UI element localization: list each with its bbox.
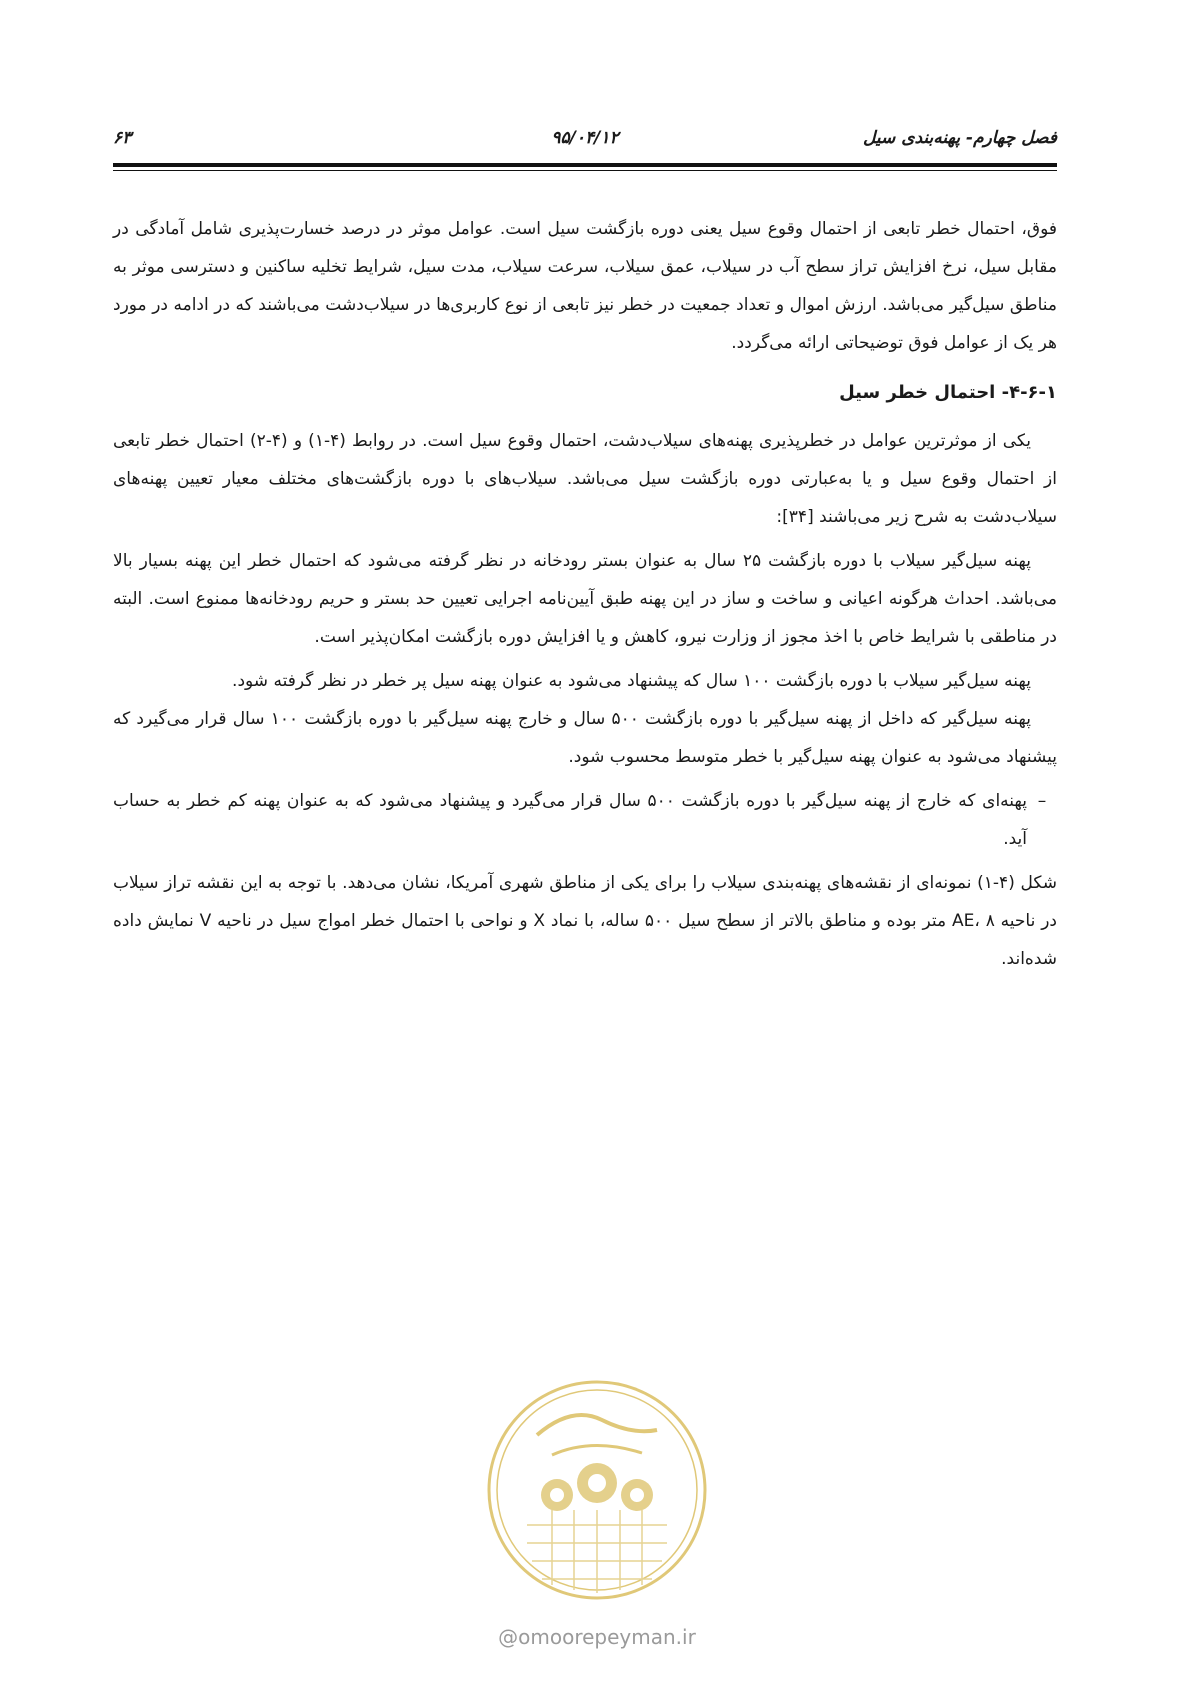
section-heading: ۴-۶-۱- احتمال خطر سیل bbox=[839, 382, 1057, 403]
paragraph: یکی از موثرترین عوامل در خطرپذیری پهنه‌های سیلاب‌دشت، احتمال وقوع سیل است. در روابط (۴-۱) و (۴-۲) احتمال خطر تابعی از احتمال وقوع سیل و یا به‌عبارتی دوره بازگشت سیل می‌باشد. سیلاب‌های با دوره بازگشت‌های مختلف معیار تعیین پهنه‌های سیلاب‌دشت به شرح زیر می‌باشند [۳۴]: bbox=[113, 431, 1057, 527]
paragraph: شکل (۴-۱) نمونه‌ای از نقشه‌های پهنه‌بندی سیلاب را برای یکی از مناطق شهری آمریکا، نشان می‌دهد. با توجه به این نقشه تراز سیلاب در ناحیه AE، ۸ متر بوده و مناطق بالاتر از سطح سیل ۵۰۰ ساله، با نماد X و نواحی با احتمال خطر امواج سیل در ناحیه V نمایش داده شده‌اند. bbox=[113, 873, 1058, 969]
paragraph: پهنه سیل‌گیر سیلاب با دوره بازگشت ۱۰۰ سال که پیشنهاد می‌شود به عنوان پهنه سیل پر خطر در نظر گرفته شود. bbox=[232, 671, 1031, 691]
header-rule-thick bbox=[113, 163, 1057, 167]
paragraph: پهنه سیل‌گیر که داخل از پهنه سیل‌گیر با دوره بازگشت ۵۰۰ سال و خارج پهنه سیل‌گیر با دوره بازگشت ۱۰۰ سال قرار می‌گیرد که پیشنهاد می‌شود به عنوان پهنه سیل‌گیر با خطر متوسط محسوب شود. bbox=[113, 709, 1057, 767]
paragraph: فوق، احتمال خطر تابعی از احتمال وقوع سیل یعنی دوره بازگشت سیل است. عوامل موثر در درصد خسارت‌پذیری شامل آمادگی در مقابل سیل، نرخ افزایش تراز سطح آب در سیلاب، عمق سیلاب، سرعت سیلاب، مدت سیل، شرایط تخلیه ساکنین و دسترسی موثر به مناطق سیل‌گیر می‌باشد. ارزش اموال و تعداد جمعیت در خطر نیز تابعی از نوع کاربری‌ها در سیلاب‌دشت می‌باشند که در ادامه در مورد هر یک از عوامل فوق توضیحاتی ارائه می‌گردد. bbox=[113, 219, 1057, 353]
watermark-website bbox=[492, 1625, 702, 1649]
body-text bbox=[113, 210, 1057, 978]
website-text: omoorepeyman.ir bbox=[518, 1625, 696, 1649]
paragraph: پهنه سیل‌گیر سیلاب با دوره بازگشت ۲۵ سال به عنوان بستر رودخانه در نظر گرفته می‌شود که احتمال خطر این پهنه بسیار بالا می‌باشد. احداث هرگونه اعیانی و ساخت و ساز در این پهنه طبق آیین‌نامه اجرایی تعیین حد بستر و حریم رودخانه‌ها ممنوع است. البته در مناطقی با شرایط خاص با اخذ مجوز از وزارت نیرو، کاهش و یا افزایش دوره بازگشت امکان‌پذیر است. bbox=[113, 551, 1057, 647]
at-icon: @ bbox=[498, 1625, 519, 1649]
header-date: ۹۵/۰۴/۱۲ bbox=[551, 128, 619, 148]
bullet-item bbox=[113, 782, 1057, 858]
bullet-text: پهنه‌ای که خارج از پهنه سیل‌گیر با دوره بازگشت ۵۰۰ سال قرار می‌گیرد و پیشنهاد می‌شود که به عنوان پهنه کم خطر به حساب آید. bbox=[113, 791, 1027, 849]
bullet-dash: – bbox=[1037, 791, 1047, 811]
page-number: ۶۳ bbox=[113, 128, 132, 148]
header-rule-thin bbox=[113, 170, 1057, 171]
chapter-title: فصل چهارم- پهنه‌بندی سیل bbox=[863, 128, 1057, 148]
page-header bbox=[113, 128, 1057, 156]
watermark-seal bbox=[482, 1375, 712, 1605]
